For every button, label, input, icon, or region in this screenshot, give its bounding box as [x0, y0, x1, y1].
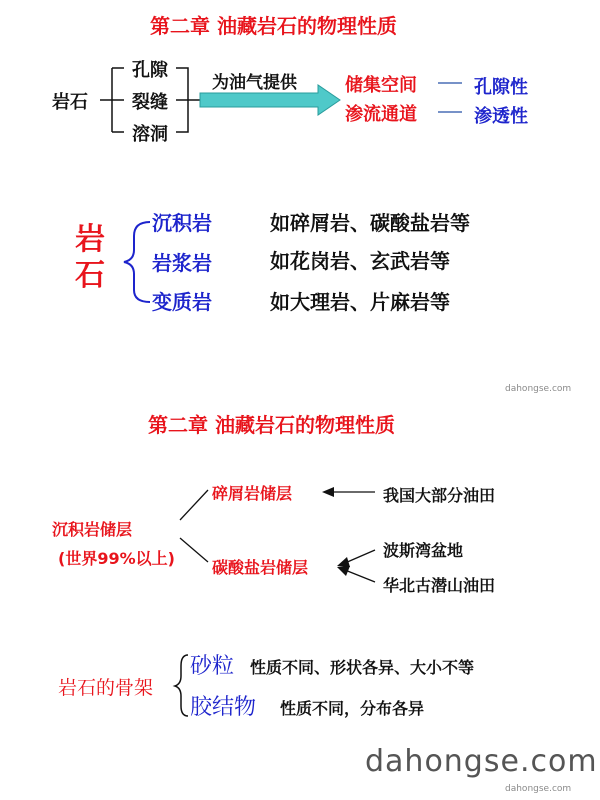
skeleton-root: 岩石的骨架	[58, 677, 154, 699]
watermark-bottom: dahongse.com	[505, 784, 572, 794]
tree-brace-1	[100, 68, 124, 132]
arrow-head-1	[322, 487, 334, 497]
example-persian-gulf: 波斯湾盆地	[383, 541, 464, 560]
child-cave: 溶洞	[132, 124, 168, 145]
type-metamorphic-examples: 如大理岩、片麻岩等	[270, 290, 450, 314]
branch-down	[180, 538, 208, 562]
reservoir-root: 沉积岩储层	[52, 520, 133, 539]
skeleton-sand: 砂粒	[190, 654, 235, 679]
type-sedimentary: 沉积岩	[152, 211, 212, 235]
type-igneous: 岩浆岩	[152, 251, 212, 275]
type-igneous-examples: 如花岗岩、玄武岩等	[270, 249, 450, 273]
page-title-2: 第二章 油藏岩石的物理性质	[148, 413, 395, 437]
arrow-head-2	[337, 557, 350, 567]
branch-up	[180, 490, 208, 520]
child-pore: 孔隙	[132, 60, 168, 81]
skeleton-cement-desc: 性质不同，分布各异	[280, 699, 425, 718]
tree-join-1	[176, 68, 200, 132]
reservoir-clastic: 碎屑岩储层	[212, 484, 293, 503]
example-huabei: 华北古潜山油田	[383, 576, 496, 595]
child-fracture: 裂缝	[132, 92, 168, 113]
type-sedimentary-examples: 如碎屑岩、碳酸盐岩等	[270, 211, 470, 235]
page-title-1: 第二章 油藏岩石的物理性质	[150, 14, 397, 38]
function-storage: 储集空间	[345, 75, 417, 96]
type-metamorphic: 变质岩	[152, 290, 212, 314]
skeleton-cement: 胶结物	[190, 695, 257, 720]
arrow-label: 为油气提供	[212, 73, 297, 93]
reservoir-root-note: (世界99%以上)	[58, 549, 175, 568]
watermark-big: dahongse.com	[365, 744, 598, 779]
reservoir-carbonate: 碳酸盐岩储层	[212, 558, 309, 577]
watermark-small: dahongse.com	[505, 384, 572, 394]
example-china: 我国大部分油田	[383, 486, 496, 505]
classification-brace	[124, 222, 150, 302]
classification-root: 岩石	[75, 222, 105, 293]
skeleton-brace	[175, 655, 188, 716]
function-flow: 渗流通道	[345, 104, 417, 125]
diagram-root: 岩石	[52, 92, 88, 113]
property-porosity: 孔隙性	[474, 77, 528, 98]
skeleton-sand-desc: 性质不同、形状各异、大小不等	[250, 658, 475, 677]
property-permeability: 渗透性	[474, 106, 528, 127]
